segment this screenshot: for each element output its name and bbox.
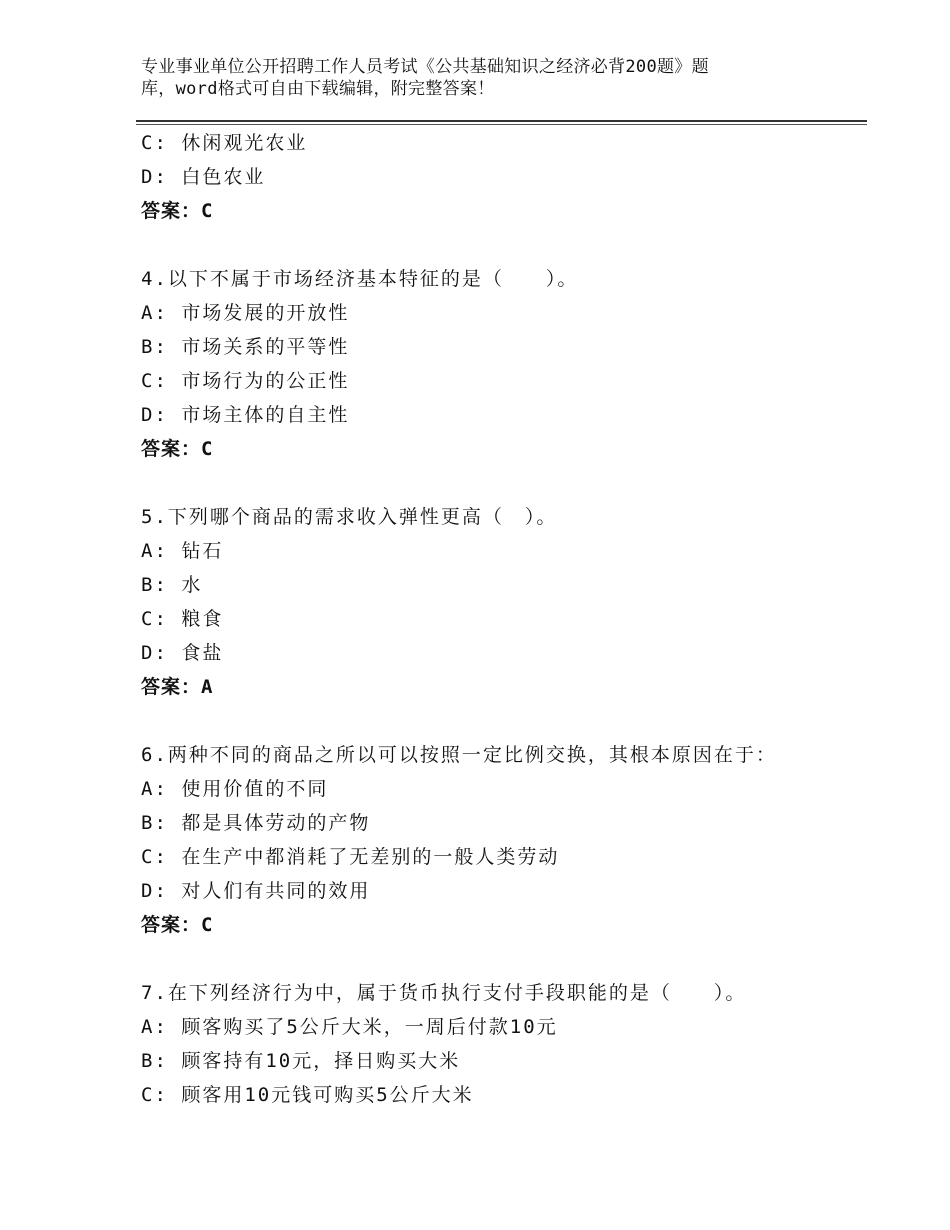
question-list	[141, 126, 871, 1112]
header-rule-thin	[136, 124, 867, 125]
spacer	[141, 942, 871, 976]
option-d: D: 对人们有共同的效用	[141, 880, 371, 902]
option-b: B: 水	[141, 574, 203, 596]
option-b: B: 顾客持有10元，择日购买大米	[141, 1050, 461, 1072]
question-stem: 4.以下不属于市场经济基本特征的是（ ）。	[141, 268, 579, 290]
spacer	[141, 466, 871, 500]
answer-line: 答案：C	[141, 438, 214, 460]
question-4	[141, 262, 871, 466]
answer-line: 答案：A	[141, 676, 214, 698]
option-a: A: 使用价值的不同	[141, 778, 329, 800]
option-d: D: 市场主体的自主性	[141, 404, 350, 426]
question-6	[141, 738, 871, 942]
question-3-continued	[141, 126, 871, 228]
option-b: B: 都是具体劳动的产物	[141, 812, 371, 834]
option-d: D: 白色农业	[141, 166, 266, 188]
question-5	[141, 500, 871, 704]
question-stem: 6.两种不同的商品之所以可以按照一定比例交换，其根本原因在于：	[141, 744, 777, 766]
option-c: C: 市场行为的公正性	[141, 370, 350, 392]
option-c: C: 休闲观光农业	[141, 132, 308, 154]
option-a: A: 市场发展的开放性	[141, 302, 350, 324]
answer-line: 答案：C	[141, 914, 214, 936]
page-header	[141, 56, 781, 100]
spacer	[141, 704, 871, 738]
option-c: C: 粮食	[141, 608, 224, 630]
question-stem: 5.下列哪个商品的需求收入弹性更高（ ）。	[141, 506, 558, 528]
answer-line: 答案：C	[141, 200, 214, 222]
header-rule-thick	[136, 120, 867, 122]
header-title-line-1: 专业事业单位公开招聘工作人员考试《公共基础知识之经济必背200题》题	[141, 57, 709, 77]
option-b: B: 市场关系的平等性	[141, 336, 350, 358]
option-a: A: 钻石	[141, 540, 224, 562]
option-c: C: 在生产中都消耗了无差别的一般人类劳动	[141, 846, 560, 868]
question-stem: 7.在下列经济行为中，属于货币执行支付手段职能的是（ ）。	[141, 982, 747, 1004]
option-c: C: 顾客用10元钱可购买5公斤大米	[141, 1084, 474, 1106]
option-d: D: 食盐	[141, 642, 224, 664]
question-7	[141, 976, 871, 1112]
option-a: A: 顾客购买了5公斤大米，一周后付款10元	[141, 1016, 558, 1038]
spacer	[141, 228, 871, 262]
header-title-line-2: 库，word格式可自由下载编辑，附完整答案！	[141, 79, 495, 99]
